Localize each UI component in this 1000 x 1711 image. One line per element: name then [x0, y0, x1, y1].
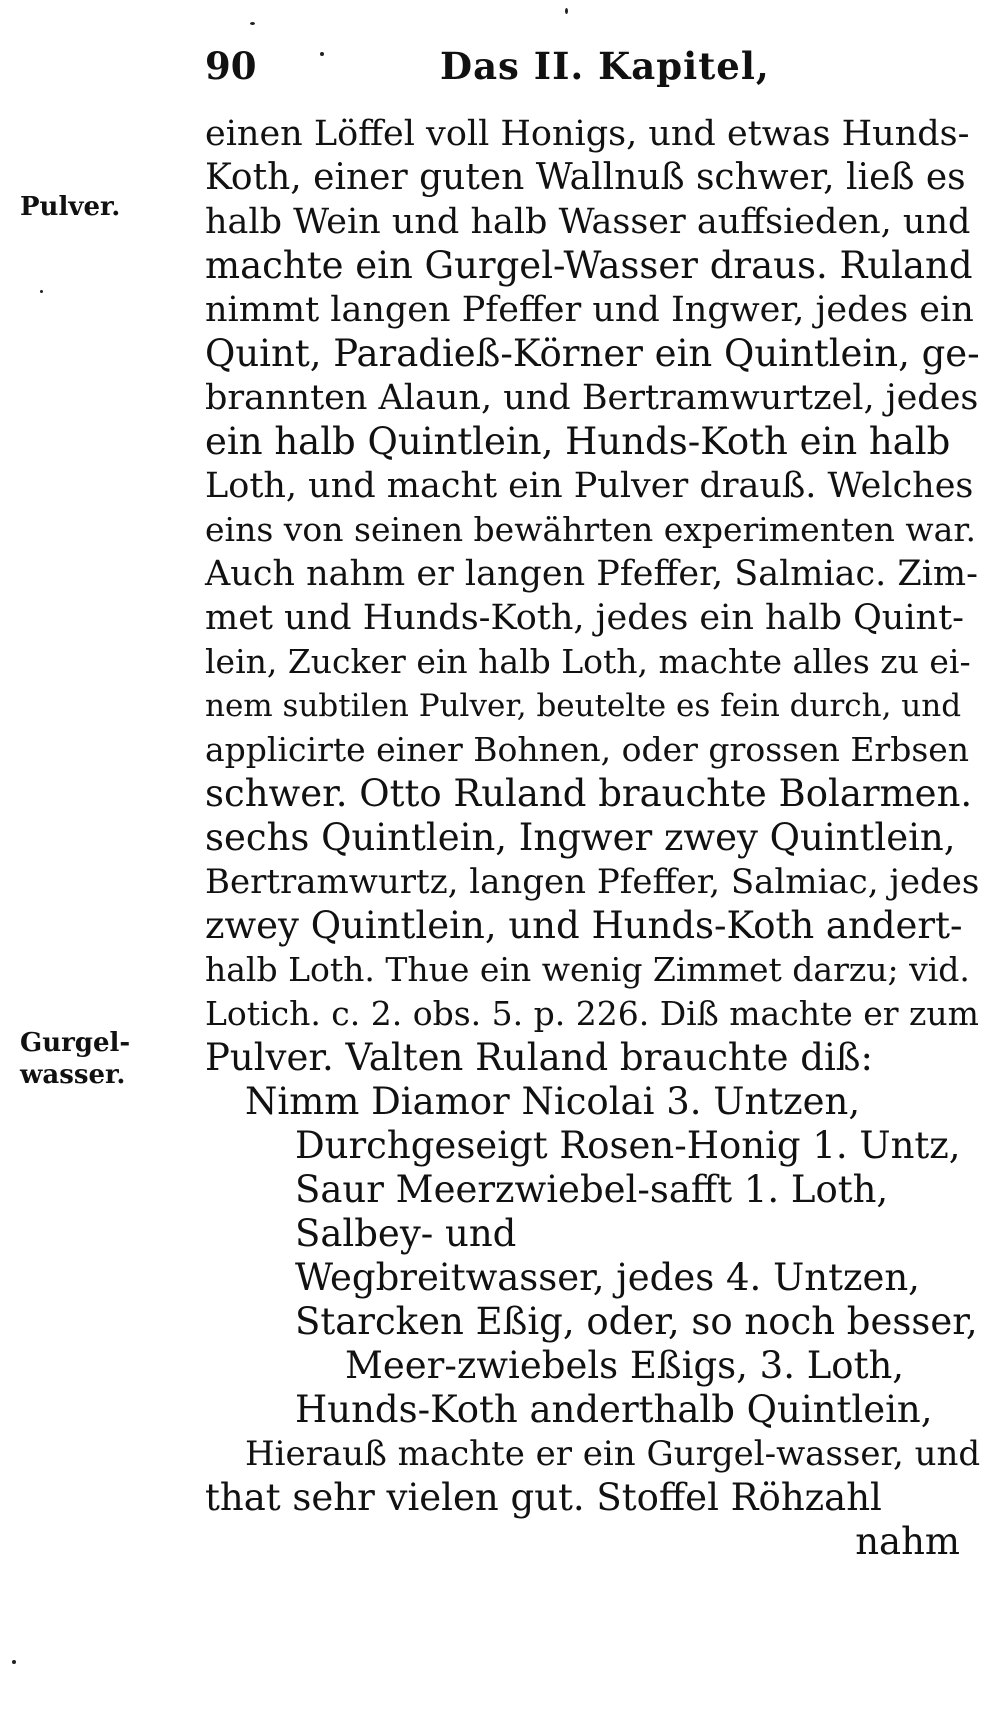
text-line-19: zwey Quintlein, und Hunds-Koth andert-	[205, 904, 963, 947]
text-line-1: einen Löffel voll Honigs, und etwas Hunds-	[205, 114, 970, 154]
print-speck	[565, 8, 568, 14]
recipe-line-4: Salbey- und	[295, 1212, 517, 1255]
text-line-7: brannten Alaun, und Bertramwurtzel, jedes	[205, 378, 979, 418]
print-speck	[250, 22, 255, 25]
text-line-20: halb Loth. Thue ein wenig Zimmet darzu; vid.	[205, 950, 970, 989]
recipe-line-6: Starcken Eßig, oder, so noch besser,	[295, 1300, 978, 1343]
text-line-2: Koth, einer guten Wallnuß schwer, ließ es	[205, 157, 966, 198]
recipe-line-5: Wegbreitwasser, jedes 4. Untzen,	[295, 1256, 920, 1299]
text-line-14: nem subtilen Pulver, beutelte es fein durch, und	[205, 688, 962, 724]
text-line-4: machte ein Gurgel-Wasser draus. Ruland	[205, 244, 973, 287]
recipe-line-8: Hunds-Koth anderthalb Quintlein,	[295, 1388, 933, 1431]
page-header	[200, 40, 900, 90]
print-speck	[40, 290, 43, 293]
recipe-line-2: Durchgeseigt Rosen-Honig 1. Untz,	[295, 1124, 961, 1167]
text-line-31: Hierauß machte er ein Gurgel-wasser, und	[245, 1434, 981, 1474]
recipe-line-3: Saur Meerzwiebel-safft 1. Loth,	[295, 1168, 889, 1211]
page-number: 90	[205, 44, 257, 88]
text-line-21: Lotich. c. 2. obs. 5. p. 226. Diß machte er zum	[205, 994, 979, 1033]
text-line-22: Pulver. Valten Ruland brauchte diß:	[205, 1036, 873, 1079]
text-line-32: that sehr vielen gut. Stoffel Röhzahl	[205, 1476, 882, 1519]
margin-note-pulver: Pulver.	[20, 192, 121, 222]
text-line-17: sechs Quintlein, Ingwer zwey Quintlein,	[205, 816, 956, 859]
catchword: nahm	[855, 1520, 960, 1563]
text-line-18: Bertramwurtz, langen Pfeffer, Salmiac, jedes	[205, 862, 980, 902]
text-line-16: schwer. Otto Ruland brauchte Bolarmen.	[205, 772, 973, 815]
text-line-9: Loth, und macht ein Pulver drauß. Welches	[205, 466, 974, 506]
print-speck	[12, 1660, 16, 1664]
text-line-13: lein, Zucker ein halb Loth, machte alles zu ei-	[205, 642, 971, 681]
text-line-6: Quint, Paradieß-Körner ein Quintlein, ge-	[205, 332, 980, 375]
text-line-8: ein halb Quintlein, Hunds-Koth ein halb	[205, 420, 951, 463]
text-line-5: nimmt langen Pfeffer und Ingwer, jedes ein	[205, 290, 974, 330]
text-line-12: met und Hunds-Koth, jedes ein halb Quint-	[205, 598, 964, 638]
text-line-15: applicirte einer Bohnen, oder grossen Erbsen	[205, 730, 970, 769]
margin-note-gurgel: Gurgel-	[20, 1028, 131, 1058]
running-head: Das II. Kapitel,	[440, 44, 770, 88]
text-line-3: halb Wein und halb Wasser auffsieden, und	[205, 202, 971, 242]
recipe-line-1: Nimm Diamor Nicolai 3. Untzen,	[245, 1080, 861, 1123]
text-line-10: eins von seinen bewährten experimenten war.	[205, 510, 976, 549]
recipe-line-7: Meer-zwiebels Eßigs, 3. Loth,	[345, 1344, 905, 1387]
print-speck	[320, 52, 324, 56]
text-line-11: Auch nahm er langen Pfeffer, Salmiac. Zim-	[205, 554, 978, 594]
margin-note-wasser: wasser.	[20, 1060, 126, 1090]
